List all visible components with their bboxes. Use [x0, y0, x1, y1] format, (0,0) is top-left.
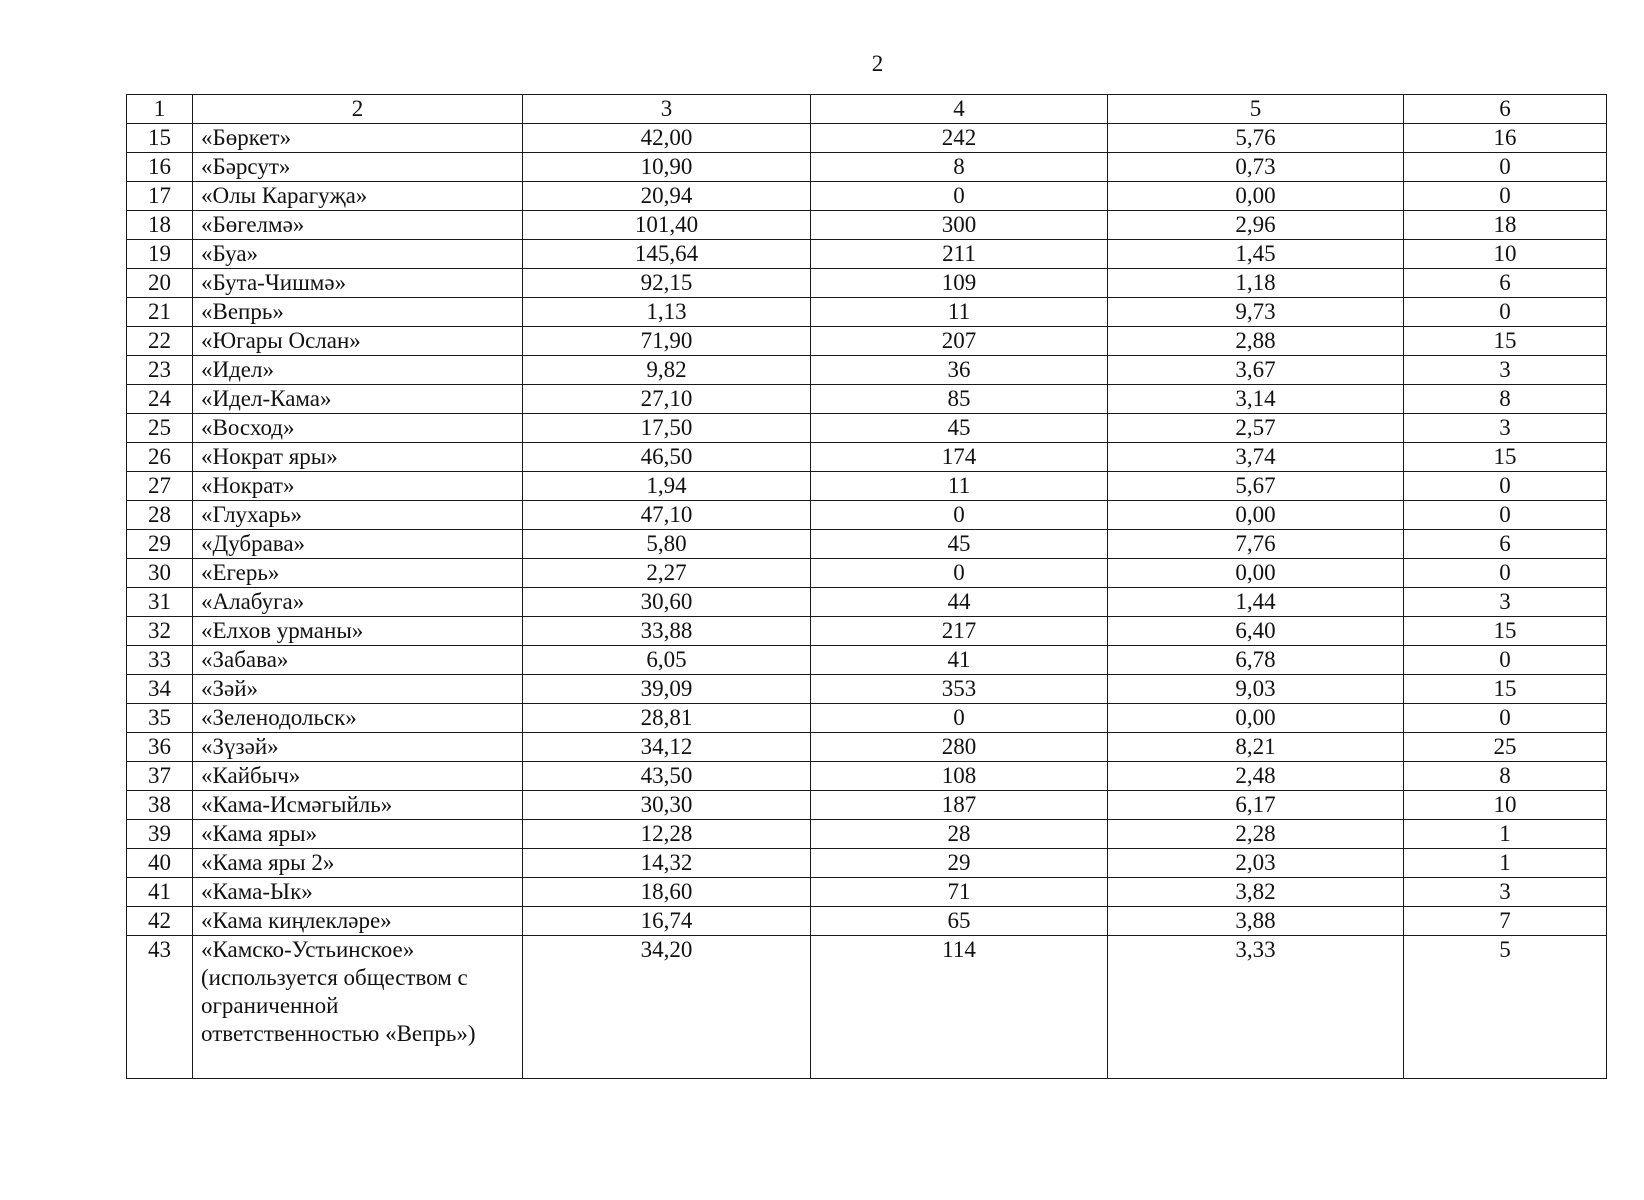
- col6-cell: 3: [1404, 588, 1607, 617]
- name-line: ограниченной: [201, 993, 339, 1018]
- table-row: [127, 559, 1607, 588]
- col5-cell: 2,03: [1108, 849, 1404, 878]
- table-row: [127, 704, 1607, 733]
- name-cell: «Кама яры 2»: [193, 849, 523, 878]
- col3-cell: 6,05: [523, 646, 811, 675]
- name-cell: «Кама яры»: [193, 820, 523, 849]
- col3-cell: 101,40: [523, 211, 811, 240]
- col5-cell: 8,21: [1108, 733, 1404, 762]
- col4-cell: 36: [811, 356, 1108, 385]
- row-number-cell: 16: [127, 153, 193, 182]
- name-cell: «Зүзәй»: [193, 733, 523, 762]
- header-cell: 4: [811, 95, 1108, 124]
- col5-cell: 3,14: [1108, 385, 1404, 414]
- table-row: [127, 443, 1607, 472]
- col5-cell: 2,28: [1108, 820, 1404, 849]
- data-table: [126, 94, 1607, 1079]
- header-cell: 5: [1108, 95, 1404, 124]
- table-row: [127, 675, 1607, 704]
- col5-cell: 0,00: [1108, 559, 1404, 588]
- col5-cell: 2,48: [1108, 762, 1404, 791]
- name-cell: «Бута-Чишмә»: [193, 269, 523, 298]
- col3-cell: 34,12: [523, 733, 811, 762]
- row-number-cell: 40: [127, 849, 193, 878]
- col3-cell: 17,50: [523, 414, 811, 443]
- name-cell: «Дубрава»: [193, 530, 523, 559]
- table-row: [127, 153, 1607, 182]
- col3-cell: 9,82: [523, 356, 811, 385]
- row-number-cell: 15: [127, 124, 193, 153]
- col6-cell: 8: [1404, 385, 1607, 414]
- col3-cell: 20,94: [523, 182, 811, 211]
- col5-cell: 1,18: [1108, 269, 1404, 298]
- table-row: [127, 298, 1607, 327]
- col5-cell: 6,40: [1108, 617, 1404, 646]
- table-row: [127, 530, 1607, 559]
- name-cell: «Кама-Исмәгыйль»: [193, 791, 523, 820]
- name-cell: [193, 936, 523, 1079]
- col4-cell: 71: [811, 878, 1108, 907]
- row-number-cell: 29: [127, 530, 193, 559]
- name-cell: «Нократ яры»: [193, 443, 523, 472]
- name-line: ответственностью «Вепрь»): [201, 1021, 476, 1046]
- col5-cell: 3,67: [1108, 356, 1404, 385]
- col3-cell: 34,20: [523, 936, 811, 1079]
- data-table-container: [126, 94, 1607, 1079]
- col4-cell: 8: [811, 153, 1108, 182]
- table-row: [127, 356, 1607, 385]
- name-cell: «Кайбыч»: [193, 762, 523, 791]
- name-cell: «Нократ»: [193, 472, 523, 501]
- row-number-cell: 35: [127, 704, 193, 733]
- row-number-cell: 25: [127, 414, 193, 443]
- col6-cell: 3: [1404, 878, 1607, 907]
- name-cell: «Кама-Ык»: [193, 878, 523, 907]
- row-number-cell: 42: [127, 907, 193, 936]
- name-cell: «Идел-Кама»: [193, 385, 523, 414]
- col6-cell: 15: [1404, 443, 1607, 472]
- col5-cell: 3,88: [1108, 907, 1404, 936]
- col6-cell: 25: [1404, 733, 1607, 762]
- col6-cell: 0: [1404, 182, 1607, 211]
- name-cell: «Елхов урманы»: [193, 617, 523, 646]
- table-row: [127, 327, 1607, 356]
- col4-cell: 0: [811, 501, 1108, 530]
- col3-cell: 16,74: [523, 907, 811, 936]
- col6-cell: 3: [1404, 356, 1607, 385]
- col6-cell: 0: [1404, 472, 1607, 501]
- table-row: [127, 240, 1607, 269]
- header-cell: 3: [523, 95, 811, 124]
- col3-cell: 12,28: [523, 820, 811, 849]
- col5-cell: 3,82: [1108, 878, 1404, 907]
- col5-cell: 6,17: [1108, 791, 1404, 820]
- col4-cell: 114: [811, 936, 1108, 1079]
- col4-cell: 217: [811, 617, 1108, 646]
- col3-cell: 71,90: [523, 327, 811, 356]
- page-number: 2: [871, 51, 884, 76]
- col5-cell: 0,00: [1108, 704, 1404, 733]
- row-number-cell: 36: [127, 733, 193, 762]
- table-row: [127, 124, 1607, 153]
- col5-cell: 2,96: [1108, 211, 1404, 240]
- col6-cell: 0: [1404, 704, 1607, 733]
- table-row: [127, 588, 1607, 617]
- table-row: [127, 472, 1607, 501]
- col6-cell: 0: [1404, 646, 1607, 675]
- col3-cell: 1,13: [523, 298, 811, 327]
- name-cell: «Кама киңлекләре»: [193, 907, 523, 936]
- col6-cell: 10: [1404, 240, 1607, 269]
- col5-cell: 0,73: [1108, 153, 1404, 182]
- header-cell: 1: [127, 95, 193, 124]
- row-number-cell: 33: [127, 646, 193, 675]
- col3-cell: 43,50: [523, 762, 811, 791]
- col4-cell: 242: [811, 124, 1108, 153]
- col6-cell: 7: [1404, 907, 1607, 936]
- table-header-row: [127, 95, 1607, 124]
- col3-cell: 33,88: [523, 617, 811, 646]
- col5-cell: 2,57: [1108, 414, 1404, 443]
- col4-cell: 11: [811, 472, 1108, 501]
- table-row: [127, 936, 1607, 1079]
- row-number-cell: 43: [127, 936, 193, 1079]
- col5-cell: 3,74: [1108, 443, 1404, 472]
- row-number-cell: 18: [127, 211, 193, 240]
- table-row: [127, 878, 1607, 907]
- table-row: [127, 849, 1607, 878]
- col5-cell: 1,44: [1108, 588, 1404, 617]
- row-number-cell: 22: [127, 327, 193, 356]
- col4-cell: 207: [811, 327, 1108, 356]
- name-cell: «Восход»: [193, 414, 523, 443]
- col5-cell: 9,03: [1108, 675, 1404, 704]
- row-number-cell: 34: [127, 675, 193, 704]
- name-cell: «Зеленодольск»: [193, 704, 523, 733]
- row-number-cell: 20: [127, 269, 193, 298]
- col5-cell: 3,33: [1108, 936, 1404, 1079]
- row-number-cell: 39: [127, 820, 193, 849]
- col6-cell: 0: [1404, 153, 1607, 182]
- table-row: [127, 733, 1607, 762]
- name-cell: «Бәрсут»: [193, 153, 523, 182]
- col4-cell: 0: [811, 559, 1108, 588]
- col5-cell: 7,76: [1108, 530, 1404, 559]
- table-row: [127, 211, 1607, 240]
- col4-cell: 65: [811, 907, 1108, 936]
- col4-cell: 187: [811, 791, 1108, 820]
- col6-cell: 1: [1404, 820, 1607, 849]
- col6-cell: 16: [1404, 124, 1607, 153]
- name-line: (используется обществом с: [201, 965, 468, 990]
- row-number-cell: 28: [127, 501, 193, 530]
- name-cell: «Буа»: [193, 240, 523, 269]
- col4-cell: 109: [811, 269, 1108, 298]
- table-row: [127, 907, 1607, 936]
- col4-cell: 45: [811, 530, 1108, 559]
- row-number-cell: 27: [127, 472, 193, 501]
- col5-cell: 0,00: [1108, 182, 1404, 211]
- name-cell: «Зәй»: [193, 675, 523, 704]
- col4-cell: 11: [811, 298, 1108, 327]
- col5-cell: 1,45: [1108, 240, 1404, 269]
- table-row: [127, 820, 1607, 849]
- row-number-cell: 31: [127, 588, 193, 617]
- name-line: «Камско-Устьинское»: [201, 937, 415, 962]
- name-cell: «Бөгелмә»: [193, 211, 523, 240]
- col5-cell: 5,76: [1108, 124, 1404, 153]
- table-row: [127, 182, 1607, 211]
- col4-cell: 0: [811, 182, 1108, 211]
- name-cell: «Вепрь»: [193, 298, 523, 327]
- row-number-cell: 21: [127, 298, 193, 327]
- col4-cell: 29: [811, 849, 1108, 878]
- col4-cell: 174: [811, 443, 1108, 472]
- col6-cell: 6: [1404, 269, 1607, 298]
- col4-cell: 0: [811, 704, 1108, 733]
- col3-cell: 5,80: [523, 530, 811, 559]
- row-number-cell: 32: [127, 617, 193, 646]
- col6-cell: 18: [1404, 211, 1607, 240]
- col3-cell: 1,94: [523, 472, 811, 501]
- col6-cell: 15: [1404, 617, 1607, 646]
- row-number-cell: 37: [127, 762, 193, 791]
- row-number-cell: 19: [127, 240, 193, 269]
- col4-cell: 85: [811, 385, 1108, 414]
- col4-cell: 108: [811, 762, 1108, 791]
- table-row: [127, 762, 1607, 791]
- col6-cell: 6: [1404, 530, 1607, 559]
- row-number-cell: 30: [127, 559, 193, 588]
- col3-cell: 28,81: [523, 704, 811, 733]
- row-number-cell: 38: [127, 791, 193, 820]
- name-cell: «Олы Карагуҗа»: [193, 182, 523, 211]
- col4-cell: 41: [811, 646, 1108, 675]
- col6-cell: 15: [1404, 675, 1607, 704]
- name-cell: «Егерь»: [193, 559, 523, 588]
- col3-cell: 92,15: [523, 269, 811, 298]
- row-number-cell: 24: [127, 385, 193, 414]
- col3-cell: 30,60: [523, 588, 811, 617]
- col3-cell: 30,30: [523, 791, 811, 820]
- row-number-cell: 41: [127, 878, 193, 907]
- col5-cell: 9,73: [1108, 298, 1404, 327]
- table-row: [127, 501, 1607, 530]
- table-row: [127, 414, 1607, 443]
- name-cell: «Идел»: [193, 356, 523, 385]
- row-number-cell: 23: [127, 356, 193, 385]
- col6-cell: 5: [1404, 936, 1607, 1079]
- col5-cell: 2,88: [1108, 327, 1404, 356]
- col3-cell: 14,32: [523, 849, 811, 878]
- name-cell: «Бөркет»: [193, 124, 523, 153]
- col4-cell: 44: [811, 588, 1108, 617]
- col6-cell: 8: [1404, 762, 1607, 791]
- header-cell: 2: [193, 95, 523, 124]
- col3-cell: 39,09: [523, 675, 811, 704]
- col3-cell: 47,10: [523, 501, 811, 530]
- row-number-cell: 17: [127, 182, 193, 211]
- col6-cell: 0: [1404, 559, 1607, 588]
- col4-cell: 353: [811, 675, 1108, 704]
- name-cell: «Алабуга»: [193, 588, 523, 617]
- col3-cell: 10,90: [523, 153, 811, 182]
- name-cell: «Забава»: [193, 646, 523, 675]
- table-body: [127, 95, 1607, 1079]
- header-cell: 6: [1404, 95, 1607, 124]
- col6-cell: 1: [1404, 849, 1607, 878]
- table-row: [127, 791, 1607, 820]
- col3-cell: 18,60: [523, 878, 811, 907]
- col4-cell: 45: [811, 414, 1108, 443]
- name-cell: «Глухарь»: [193, 501, 523, 530]
- col3-cell: 27,10: [523, 385, 811, 414]
- name-cell: «Югары Ослан»: [193, 327, 523, 356]
- col3-cell: 145,64: [523, 240, 811, 269]
- col6-cell: 0: [1404, 298, 1607, 327]
- col6-cell: 3: [1404, 414, 1607, 443]
- col3-cell: 2,27: [523, 559, 811, 588]
- col5-cell: 5,67: [1108, 472, 1404, 501]
- col4-cell: 211: [811, 240, 1108, 269]
- col6-cell: 15: [1404, 327, 1607, 356]
- col6-cell: 10: [1404, 791, 1607, 820]
- col3-cell: 46,50: [523, 443, 811, 472]
- table-row: [127, 646, 1607, 675]
- col4-cell: 280: [811, 733, 1108, 762]
- col4-cell: 28: [811, 820, 1108, 849]
- table-row: [127, 269, 1607, 298]
- col6-cell: 0: [1404, 501, 1607, 530]
- table-row: [127, 385, 1607, 414]
- col3-cell: 42,00: [523, 124, 811, 153]
- col5-cell: 6,78: [1108, 646, 1404, 675]
- table-row: [127, 617, 1607, 646]
- col5-cell: 0,00: [1108, 501, 1404, 530]
- col4-cell: 300: [811, 211, 1108, 240]
- row-number-cell: 26: [127, 443, 193, 472]
